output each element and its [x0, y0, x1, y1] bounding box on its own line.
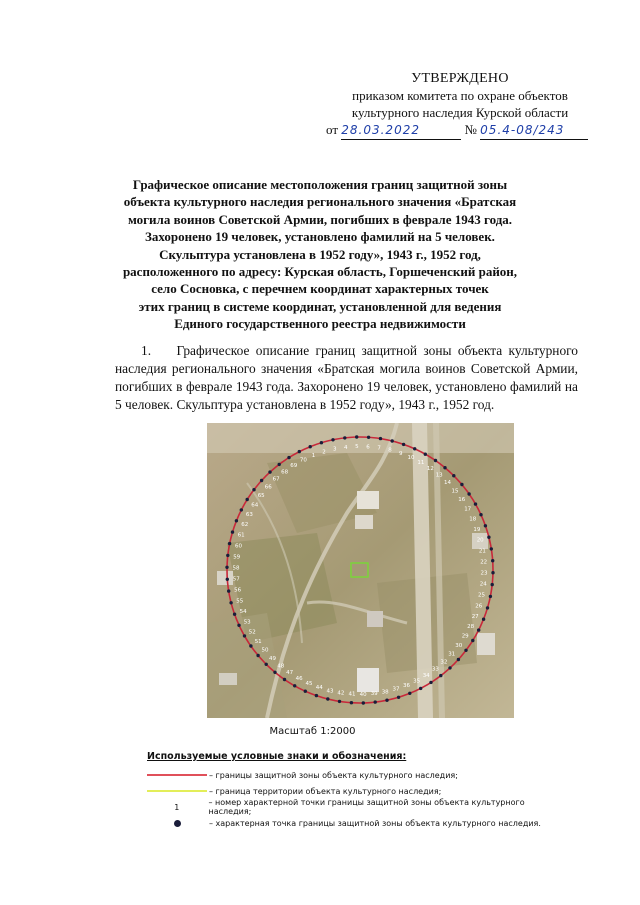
boundary-point	[278, 463, 281, 466]
approval-date: 28.03.2022	[341, 123, 420, 137]
boundary-point	[287, 456, 290, 459]
boundary-point	[452, 474, 455, 477]
boundary-point-label: 37	[392, 686, 400, 693]
boundary-point	[402, 443, 405, 446]
point-number-symbol: 1	[174, 802, 180, 812]
boundary-point-label: 33	[431, 666, 439, 673]
boundary-point-label: 1	[311, 453, 316, 459]
boundary-point	[413, 447, 416, 450]
approval-number-field	[480, 121, 588, 140]
boundary-point	[439, 674, 442, 677]
boundary-point	[448, 666, 451, 669]
legend-text: – характерная точка границы защитной зоны объекта культурного наследия.	[209, 818, 541, 828]
boundary-point-label: 55	[236, 598, 244, 605]
yellow-line-symbol	[147, 790, 207, 792]
boundary-point	[233, 613, 236, 616]
boundary-point	[457, 658, 460, 661]
approval-line-2: культурного наследия Курской области	[351, 105, 569, 120]
boundary-point	[491, 571, 494, 574]
boundary-point	[240, 508, 243, 511]
boundary-point	[350, 701, 353, 704]
boundary-point-label: 49	[269, 655, 276, 662]
boundary-point-label: 26	[475, 603, 483, 610]
boundary-point	[273, 671, 276, 674]
approval-stamp	[300, 70, 620, 140]
title-line: Единого государственного реестра недвижимости	[174, 316, 466, 332]
boundary-point-label: 56	[234, 587, 242, 594]
boundary-point-label: 35	[413, 678, 421, 685]
map-scale: Масштаб 1:2000	[269, 726, 356, 737]
boundary-point-label: 32	[440, 659, 448, 666]
boundary-point	[434, 459, 437, 462]
boundary-point-label: 20	[476, 537, 484, 544]
legend-text: – границы защитной зоны объекта культурного наследия;	[209, 770, 458, 780]
boundary-point	[226, 554, 229, 557]
boundary-point-label: 5	[355, 444, 359, 450]
approval-date-line	[300, 121, 620, 140]
boundary-point	[429, 681, 432, 684]
boundary-point-label: 2	[322, 449, 326, 456]
legend-item	[147, 815, 567, 831]
boundary-point	[491, 559, 494, 562]
boundary-point	[256, 654, 259, 657]
boundary-point	[482, 618, 485, 621]
boundary-point	[227, 589, 230, 592]
boundary-point	[237, 624, 240, 627]
boundary-point	[487, 536, 490, 539]
title-line: Захоронено 19 человек, установлено фамилий на 5 человек.	[145, 229, 495, 245]
boundary-point-label: 54	[239, 609, 247, 616]
approval-from-prefix: от	[326, 122, 339, 137]
boundary-point-label: 9	[398, 450, 403, 457]
boundary-point-label: 14	[444, 480, 451, 487]
boundary-point-label: 65	[257, 493, 265, 500]
title-line: расположенного по адресу: Курская область, Горшеченский район,	[122, 264, 518, 280]
boundary-point	[355, 435, 358, 438]
legend-text: – номер характерной точки границы защитной зоны объекта культурного наследия;	[208, 798, 525, 816]
boundary-point-label: 58	[232, 565, 240, 572]
boundary-point	[309, 445, 312, 448]
title-line: этих границ в системе координат, установленной для ведения	[138, 298, 502, 314]
boundary-point	[265, 663, 268, 666]
approval-number: 05.4-08/243	[480, 123, 565, 137]
boundary-point	[226, 578, 229, 581]
approval-date-field	[341, 121, 461, 140]
boundary-point-label: 31	[448, 651, 456, 658]
boundary-point-label: 3	[333, 446, 337, 453]
boundary-point-label: 48	[277, 663, 285, 670]
boundary-point	[490, 547, 493, 550]
boundary-point-label: 17	[464, 506, 472, 513]
boundary-point-label: 59	[233, 554, 241, 561]
boundary-point-label: 11	[417, 460, 425, 466]
boundary-point	[293, 684, 296, 687]
legend-item	[147, 783, 567, 799]
boundary-point	[479, 513, 482, 516]
boundary-point-label: 12	[426, 465, 434, 472]
boundary-point-label: 44	[315, 685, 323, 692]
title-line: объекта культурного наследия регионального значения «Братская	[123, 194, 517, 210]
boundary-point	[228, 542, 231, 545]
title-line: Скульптура установлена в 1952 году», 1943 г., 1952 год,	[159, 246, 481, 262]
boundary-point	[474, 502, 477, 505]
boundary-point-label: 15	[451, 488, 459, 495]
boundary-point-label: 47	[286, 670, 294, 677]
boundary-point-label: 21	[478, 548, 486, 555]
boundary-point-label: 53	[243, 619, 251, 626]
aerial-photo	[207, 423, 514, 718]
boundary-point-label: 25	[478, 592, 485, 599]
boundary-point-label: 41	[348, 691, 356, 698]
boundary-point	[489, 595, 492, 598]
boundary-point-label: 23	[480, 570, 488, 577]
document-title	[90, 176, 550, 333]
boundary-point	[467, 492, 470, 495]
legend-item	[147, 767, 567, 783]
boundary-point	[243, 634, 246, 637]
boundary-point	[331, 438, 334, 441]
boundary-point	[374, 700, 377, 703]
boundary-point-label: 13	[435, 472, 443, 479]
boundary-point-label: 63	[245, 512, 253, 518]
boundary-point-label: 52	[248, 629, 256, 636]
boundary-point-label: 4	[344, 444, 348, 451]
boundary-point	[362, 701, 365, 704]
title-line: Графическое описание местоположения границ защитной зоны	[132, 177, 508, 192]
boundary-point	[491, 583, 494, 586]
boundary-point	[246, 498, 249, 501]
approval-number-prefix: №	[464, 122, 477, 137]
boundary-point-label: 46	[295, 676, 303, 682]
boundary-point	[235, 519, 238, 522]
boundary-point-label: 22	[480, 559, 488, 566]
boundary-point	[326, 697, 329, 700]
boundary-point-label: 18	[469, 516, 477, 523]
paragraph-1	[115, 342, 578, 414]
boundary-point	[484, 524, 487, 527]
boundary-point	[229, 601, 232, 604]
boundary-point	[260, 479, 263, 482]
boundary-point-label: 39	[370, 691, 378, 698]
boundary-point-label: 50	[261, 647, 269, 654]
boundary-point-label: 34	[422, 672, 430, 679]
boundary-point	[231, 530, 234, 533]
boundary-point-label: 67	[272, 476, 280, 483]
legend-text: – граница территории объекта культурного наследия;	[209, 786, 442, 796]
legend	[147, 751, 567, 831]
paragraph-number: 1.	[141, 343, 152, 358]
boundary-point	[298, 450, 301, 453]
boundary-point-label: 68	[281, 469, 289, 476]
boundary-point	[408, 692, 411, 695]
boundary-point	[397, 696, 400, 699]
boundary-point-label: 45	[305, 681, 313, 687]
boundary-point-label: 57	[232, 576, 240, 583]
boundary-point-label: 10	[407, 455, 415, 461]
protection-zone-map	[207, 423, 514, 718]
boundary-point	[477, 628, 480, 631]
boundary-point	[252, 488, 255, 491]
boundary-point-label: 7	[377, 445, 381, 452]
boundary-point	[268, 470, 271, 473]
boundary-point-label: 30	[455, 642, 463, 649]
boundary-point-label: 6	[366, 444, 370, 451]
boundary-point	[283, 678, 286, 681]
boundary-point-label: 8	[388, 447, 392, 454]
boundary-point	[338, 700, 341, 703]
boundary-point	[379, 437, 382, 440]
boundary-point-label: 36	[403, 683, 410, 689]
boundary-point-label: 70	[299, 457, 307, 464]
boundary-point-label: 43	[326, 688, 334, 695]
boundary-point-label: 42	[337, 690, 345, 697]
boundary-point	[320, 441, 323, 444]
point-dot-symbol	[174, 820, 181, 827]
boundary-point-label: 38	[381, 689, 389, 696]
boundary-point-label: 29	[461, 633, 469, 640]
boundary-point-label: 60	[235, 543, 242, 550]
boundary-point-label: 40	[359, 692, 367, 698]
boundary-point-label: 64	[251, 502, 259, 509]
boundary-point	[249, 644, 252, 647]
boundary-point-label: 24	[479, 581, 487, 588]
boundary-point	[471, 639, 474, 642]
boundary-point-label: 19	[473, 526, 481, 533]
boundary-point	[385, 699, 388, 702]
legend-heading: Используемые условные знаки и обозначения:	[147, 751, 407, 762]
boundary-point	[460, 483, 463, 486]
boundary-point-label: 28	[467, 624, 475, 630]
red-line-symbol	[147, 774, 207, 776]
boundary-point	[443, 466, 446, 469]
boundary-point	[343, 436, 346, 439]
boundary-point	[464, 649, 467, 652]
boundary-point-label: 69	[290, 463, 298, 470]
boundary-point	[419, 687, 422, 690]
boundary-point-label: 66	[264, 484, 272, 491]
approval-title: УТВЕРЖДЕНО	[411, 71, 509, 86]
title-line: могила воинов Советской Армии, погибших в феврале 1943 года.	[127, 211, 513, 227]
legend-item	[147, 799, 567, 815]
boundary-point-label: 51	[254, 638, 262, 645]
boundary-point	[225, 566, 228, 569]
boundary-point	[315, 694, 318, 697]
title-line: село Сосновка, с перечнем координат характерных точек	[151, 281, 489, 297]
paragraph-text: Графическое описание границ защитной зоны объекта культурного наследия регионального значения «Братская могила воинов Советской Армии, погибших в феврале 1943 года. Захоронено 19 человек, установлено фамилий на 5 человек. Скульптура установлена в 1952 году», 1943 г., 1952 год.	[115, 343, 578, 412]
boundary-point	[424, 453, 427, 456]
boundary-point-label: 62	[241, 522, 249, 529]
boundary-point-label: 16	[458, 497, 466, 504]
boundary-point-label: 27	[471, 613, 479, 620]
boundary-point	[304, 690, 307, 693]
boundary-point	[367, 436, 370, 439]
boundary-point	[486, 606, 489, 609]
approval-line-1: приказом комитета по охране объектов	[352, 88, 568, 103]
boundary-point	[391, 439, 394, 442]
boundary-point-label: 61	[237, 532, 245, 539]
